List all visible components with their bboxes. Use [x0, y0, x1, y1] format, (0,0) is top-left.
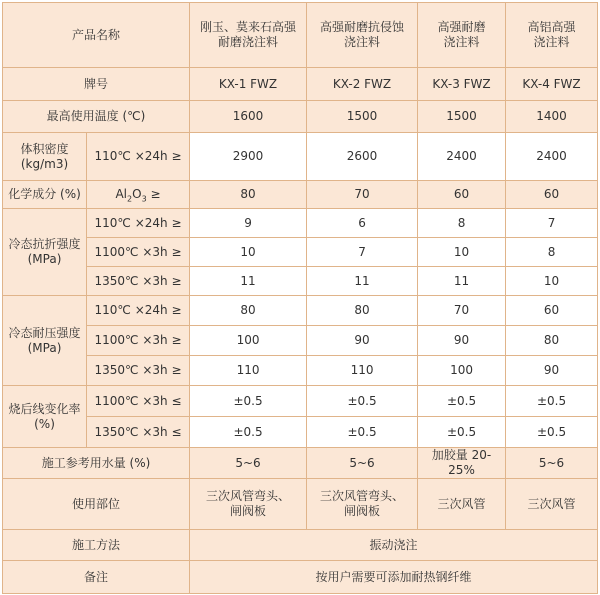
chemical-value: 60	[418, 181, 506, 209]
compressive-row	[3, 356, 598, 386]
refractory-spec-table	[2, 2, 598, 594]
product-name-4: 高铝高强 浇注料	[506, 3, 598, 68]
density-value: 2400	[418, 133, 506, 181]
compressive-row	[3, 326, 598, 356]
flexural-condition: 1350℃ ×3h ≥	[87, 267, 190, 296]
chemical-value: 70	[307, 181, 418, 209]
flexural-value: 7	[307, 238, 418, 267]
compressive-value: 100	[418, 356, 506, 386]
compressive-value: 60	[506, 296, 598, 326]
flexural-condition: 1100℃ ×3h ≥	[87, 238, 190, 267]
usage-value: 三次风管	[418, 479, 506, 530]
density-value: 2600	[307, 133, 418, 181]
linear-change-label: 烧后线变化率 (%)	[3, 386, 87, 448]
brand-value: KX-4 FWZ	[506, 68, 598, 101]
usage-value: 三次风管弯头、 闸阀板	[190, 479, 307, 530]
max-temp-label: 最高使用温度 (℃)	[3, 101, 190, 133]
product-name-3: 高强耐磨 浇注料	[418, 3, 506, 68]
linear-change-value: ±0.5	[418, 417, 506, 448]
linear-change-condition: 1350℃ ×3h ≤	[87, 417, 190, 448]
chemical-condition: $Al_2O_3$ ≥	[87, 181, 190, 209]
density-label: 体积密度 (kg/m3)	[3, 133, 87, 181]
compressive-value: 80	[190, 296, 307, 326]
flexural-value: 10	[506, 267, 598, 296]
density-value: 2900	[190, 133, 307, 181]
product-name-2: 高强耐磨抗侵蚀 浇注料	[307, 3, 418, 68]
flexural-condition: 110℃ ×24h ≥	[87, 209, 190, 238]
flexural-value: 11	[418, 267, 506, 296]
flexural-value: 11	[190, 267, 307, 296]
density-row	[3, 133, 598, 181]
flexural-value: 8	[418, 209, 506, 238]
flexural-label: 冷态抗折强度 (MPa)	[3, 209, 87, 296]
water-value: 5~6	[307, 448, 418, 479]
remark-row	[3, 561, 598, 594]
compressive-condition: 1100℃ ×3h ≥	[87, 326, 190, 356]
brand-label: 牌号	[3, 68, 190, 101]
chemical-value: 80	[190, 181, 307, 209]
compressive-label: 冷态耐压强度 (MPa)	[3, 296, 87, 386]
flexural-row	[3, 209, 598, 238]
compressive-value: 80	[506, 326, 598, 356]
flexural-value: 7	[506, 209, 598, 238]
linear-change-row	[3, 386, 598, 417]
water-label: 施工参考用水量 (%)	[3, 448, 190, 479]
usage-value: 三次风管弯头、 闸阀板	[307, 479, 418, 530]
brand-row	[3, 68, 598, 101]
usage-row	[3, 479, 598, 530]
linear-change-value: ±0.5	[307, 417, 418, 448]
compressive-condition: 110℃ ×24h ≥	[87, 296, 190, 326]
brand-value: KX-1 FWZ	[190, 68, 307, 101]
method-label: 施工方法	[3, 530, 190, 561]
density-condition: 110℃ ×24h ≥	[87, 133, 190, 181]
flexural-row	[3, 267, 598, 296]
linear-change-value: ±0.5	[307, 386, 418, 417]
linear-change-value: ±0.5	[418, 386, 506, 417]
compressive-value: 70	[418, 296, 506, 326]
flexural-value: 9	[190, 209, 307, 238]
max-temp-value: 1500	[307, 101, 418, 133]
linear-change-value: ±0.5	[190, 386, 307, 417]
compressive-value: 90	[418, 326, 506, 356]
flexural-value: 6	[307, 209, 418, 238]
compressive-value: 100	[190, 326, 307, 356]
max-temp-value: 1500	[418, 101, 506, 133]
flexural-value: 8	[506, 238, 598, 267]
compressive-value: 90	[307, 326, 418, 356]
header-label: 产品名称	[3, 3, 190, 68]
product-name-1: 刚玉、莫来石高强 耐磨浇注料	[190, 3, 307, 68]
brand-value: KX-3 FWZ	[418, 68, 506, 101]
density-value: 2400	[506, 133, 598, 181]
water-value: 5~6	[190, 448, 307, 479]
water-value: 加胶量 20-25%	[418, 448, 506, 479]
header-row	[3, 3, 598, 68]
remark-value: 按用户需要可添加耐热钢纤维	[190, 561, 598, 594]
chemical-value: 60	[506, 181, 598, 209]
flexural-row	[3, 238, 598, 267]
water-value: 5~6	[506, 448, 598, 479]
compressive-row	[3, 296, 598, 326]
compressive-value: 90	[506, 356, 598, 386]
linear-change-condition: 1100℃ ×3h ≤	[87, 386, 190, 417]
max-temp-value: 1400	[506, 101, 598, 133]
flexural-value: 11	[307, 267, 418, 296]
compressive-value: 110	[190, 356, 307, 386]
compressive-value: 110	[307, 356, 418, 386]
method-value: 振动浇注	[190, 530, 598, 561]
linear-change-value: ±0.5	[506, 386, 598, 417]
flexural-value: 10	[418, 238, 506, 267]
linear-change-value: ±0.5	[506, 417, 598, 448]
max-temp-value: 1600	[190, 101, 307, 133]
flexural-value: 10	[190, 238, 307, 267]
chemical-label: 化学成分 (%)	[3, 181, 87, 209]
compressive-value: 80	[307, 296, 418, 326]
linear-change-row	[3, 417, 598, 448]
brand-value: KX-2 FWZ	[307, 68, 418, 101]
usage-label: 使用部位	[3, 479, 190, 530]
chemical-row	[3, 181, 598, 209]
linear-change-value: ±0.5	[190, 417, 307, 448]
water-row	[3, 448, 598, 479]
max-temp-row	[3, 101, 598, 133]
method-row	[3, 530, 598, 561]
remark-label: 备注	[3, 561, 190, 594]
compressive-condition: 1350℃ ×3h ≥	[87, 356, 190, 386]
usage-value: 三次风管	[506, 479, 598, 530]
